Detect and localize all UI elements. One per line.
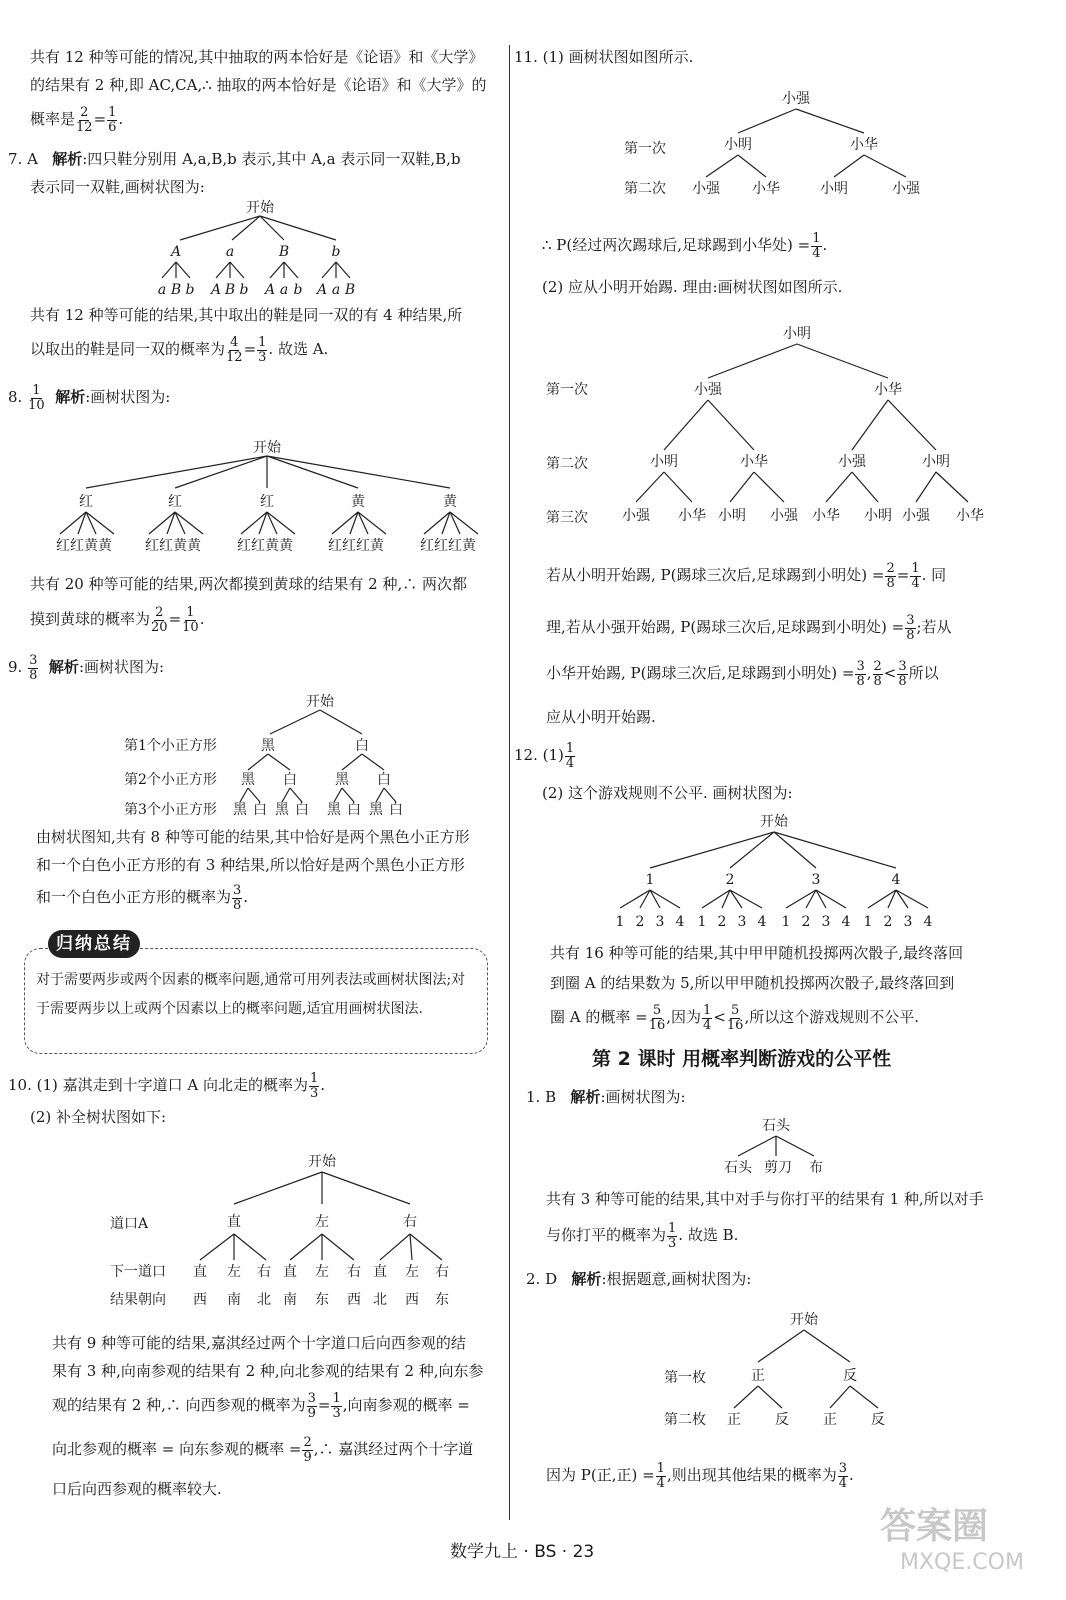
tree-node: 4: [891, 872, 901, 888]
left-column: [0, 0, 510, 1600]
analysis-label: 解析: [55, 388, 86, 407]
fraction: $\frac{2}{9}$: [303, 1435, 312, 1465]
tree-node: b: [185, 282, 195, 298]
tree-node: 左: [405, 1264, 419, 1280]
tree-diagram-q11-first: [512, 85, 1066, 205]
tree-node: 小华: [752, 181, 780, 197]
tree-node: 2: [635, 914, 645, 930]
tree-node: 黑: [335, 772, 349, 788]
tree-node: 右: [435, 1264, 449, 1280]
tree-node: 红红红黄: [420, 538, 476, 554]
tree-node: 左: [315, 1214, 329, 1230]
tree-node: b: [293, 282, 303, 298]
tree-node: 3: [903, 914, 913, 930]
tree-node: 开始: [760, 814, 788, 830]
text-line: 概率是 $\frac{2}{12}$ = $\frac{1}{6}$ .: [30, 105, 124, 135]
text-line: 观的结果有 2 种,∴ 向西参观的概率为 $\frac{3}{9}$ = $\frac{1}{3}$ ,向南参观的概率 =: [52, 1391, 470, 1421]
fraction: $\frac{2}{8}$: [873, 659, 882, 689]
text-line: 的结果有 2 种,即 AC,CA,∴ 抽取的两本恰好是《论语》和《大学》的: [30, 76, 487, 94]
text-line: 共有 20 种等可能的结果,两次都摸到黄球的结果有 2 种,∴ 两次都: [30, 575, 468, 593]
tree-node: 黑: [275, 802, 289, 818]
row-label: 第二次: [546, 456, 588, 472]
text-span: :四只鞋分别用 A,a,B,b 表示,其中 A,a 表示同一双鞋,B,b: [82, 150, 461, 168]
text-span: 与你打平的概率为: [546, 1226, 667, 1245]
fraction: $\frac{1}{3}$: [258, 335, 267, 365]
tree-node: 红红红黄: [328, 538, 384, 554]
tree-node: 反: [775, 1412, 789, 1428]
tree-node: 反: [843, 1368, 857, 1384]
tree-node: 小华: [850, 137, 878, 153]
tree-node: 黑: [327, 802, 341, 818]
tree-node: 左: [227, 1264, 241, 1280]
tree-node: 直: [283, 1264, 297, 1280]
tree-node: 3: [821, 914, 831, 930]
tree-node: 1: [615, 914, 625, 930]
tree-node: 红: [168, 494, 182, 510]
fraction: $\frac{1}{4}$: [812, 231, 821, 261]
tree-diagram-q11-second: [512, 320, 1066, 530]
text-line: 由树状图知,共有 8 种等可能的结果,其中恰好是两个黑色小正方形: [36, 828, 470, 846]
tree-node: 黑: [241, 772, 255, 788]
tree-node: 右: [403, 1214, 417, 1230]
tree-node: 2: [717, 914, 727, 930]
question-number: 1. B: [526, 1088, 557, 1106]
tree-node: 小明: [718, 508, 746, 524]
tree-node: 小华: [956, 508, 984, 524]
text-line: 共有 12 种等可能的结果,其中取出的鞋是同一双的有 4 种结果,所: [30, 306, 463, 324]
tree-node: 红: [79, 494, 93, 510]
text-line: 口后向西参观的概率较大.: [52, 1480, 222, 1498]
tree-node: 南: [283, 1292, 297, 1308]
text-span: ,∴ 嘉淇经过两个十字道: [313, 1440, 474, 1459]
text-line: 以取出的鞋是同一双的概率为 $\frac{4}{12}$ = $\frac{1}{3}$ . 故选 A.: [30, 335, 329, 365]
tree-node: B: [224, 282, 236, 298]
analysis-label: 解析: [571, 1270, 602, 1288]
tree-node: 3: [811, 872, 821, 888]
text-span: 向北参观的概率 = 向东参观的概率 =: [52, 1440, 302, 1459]
fraction: $\frac{1}{4}$: [565, 741, 575, 771]
tree-diagram-s1: [512, 1112, 1066, 1174]
text-span: :画树状图为:: [85, 388, 171, 407]
text-line: 圈 A 的概率 = $\frac{5}{16}$ ,因为 $\frac{1}{4}$ < $\frac{5}{16}$ ,所以这个游戏规则不公平.: [550, 1003, 919, 1033]
tree-node: 小明: [783, 326, 811, 342]
row-label: 第二枚: [664, 1412, 706, 1428]
fraction: $\frac{3}{8}$: [898, 659, 907, 689]
row-label: 第1个小正方形: [124, 738, 217, 754]
question-number: 7. A: [8, 150, 38, 168]
tree-node: 直: [373, 1264, 387, 1280]
question-12: [514, 742, 576, 770]
tree-node: 布: [809, 1160, 823, 1176]
tree-node: 3: [655, 914, 665, 930]
text-span: ,向南参观的概率 =: [342, 1396, 470, 1415]
fraction: $\frac{1}{3}$: [668, 1221, 677, 1251]
tree-node: 西: [193, 1292, 207, 1308]
tree-node: a: [225, 244, 235, 260]
tree-node: 直: [227, 1214, 241, 1230]
tree-node: 右: [257, 1264, 271, 1280]
tree-node: 小强: [770, 508, 798, 524]
fraction: $\frac{2}{8}$: [886, 561, 895, 591]
fraction: $\frac{3}{8}$: [233, 883, 242, 913]
tree-node: b: [331, 244, 341, 260]
tree-node: 白: [253, 802, 267, 818]
text-line: 和一个白色小正方形的概率为 $\frac{3}{8}$ .: [36, 883, 249, 913]
section-question-1: [526, 1088, 686, 1106]
tree-node: 开始: [253, 440, 281, 456]
row-label: 结果朝向: [110, 1292, 166, 1308]
tree-node: 东: [315, 1292, 329, 1308]
tree-node: 正: [727, 1412, 741, 1428]
fraction: $\frac{1}{10}$: [182, 605, 199, 635]
tree-node: 小强: [902, 508, 930, 524]
fraction: $\frac{3}{9}$: [307, 1391, 316, 1421]
text-line: 表示同一双鞋,画树状图为:: [30, 178, 205, 196]
text-span: :画树状图为:: [78, 658, 165, 677]
question-number: 8.: [8, 388, 23, 407]
fraction: $\frac{5}{16}$: [726, 1003, 744, 1033]
text-span: ;若从: [916, 618, 952, 637]
tree-node: 2: [801, 914, 811, 930]
tree-node: 开始: [790, 1312, 818, 1328]
fraction: $\frac{4}{12}$: [226, 335, 243, 365]
tree-node: 东: [435, 1292, 449, 1308]
tree-node: 小强: [892, 181, 920, 197]
tree-node: 小华: [874, 382, 902, 398]
right-column: [512, 0, 1066, 1600]
tree-node: 小强: [782, 91, 810, 107]
text-line: 11. (1) 画树状图如图所示.: [514, 48, 694, 66]
fraction: $\frac{1}{10}$: [28, 383, 45, 413]
text-span: 10. (1) 嘉淇走到十字道口 A 向北走的概率为: [8, 1076, 309, 1095]
question-number: 2. D: [526, 1270, 558, 1288]
tree-node: 白: [355, 738, 369, 754]
tree-node: 小明: [650, 454, 678, 470]
row-label: 第二次: [624, 181, 666, 197]
tree-node: 黄: [443, 494, 457, 510]
tree-node: 小明: [922, 454, 950, 470]
tree-diagram-s2: [512, 1306, 1066, 1430]
tree-node: 左: [315, 1264, 329, 1280]
text-span: 和一个白色小正方形的概率为: [36, 888, 232, 907]
text-line: (2) 补全树状图如下:: [30, 1108, 167, 1126]
tree-node: a: [279, 282, 289, 298]
text-line: 若从小明开始踢, P(踢球三次后,足球踢到小明处) = $\frac{2}{8}$ = $\frac{1}{4}$ . 同: [546, 561, 947, 591]
text-line: 共有 16 种等可能的结果,其中甲甲随机投掷两次骰子,最终落回: [550, 944, 964, 962]
section-question-2: [526, 1270, 751, 1288]
tree-node: 红红黄黄: [56, 538, 112, 554]
analysis-label: 解析: [570, 1088, 601, 1106]
row-label: 道口A: [110, 1216, 149, 1232]
tree-node: 4: [675, 914, 685, 930]
tree-node: a: [157, 282, 167, 298]
tree-node: 1: [863, 914, 873, 930]
row-label: 第一次: [624, 141, 666, 157]
tree-node: 白: [295, 802, 309, 818]
tree-node: 西: [405, 1292, 419, 1308]
text-span: 小华开始踢, P(踢球三次后,足球踢到小明处) =: [546, 664, 855, 683]
text-span: 若从小明开始踢, P(踢球三次后,足球踢到小明处) =: [546, 566, 885, 585]
text-span: . 故选 A.: [268, 340, 329, 359]
tree-node: 白: [283, 772, 297, 788]
tree-diagram-q9: [0, 690, 510, 820]
tree-node: 白: [377, 772, 391, 788]
summary-text: 对于需要两步或两个因素的概率问题,通常可用列表法或画树状图法;对于需要两步以上或两个因素以上的概率问题,适宜用画树状图法.: [36, 972, 466, 1017]
fraction: $\frac{3}{4}$: [838, 1461, 848, 1491]
tree-node: 黑: [369, 802, 383, 818]
tree-node: 白: [389, 802, 403, 818]
tree-node: 小强: [622, 508, 650, 524]
row-label: 第三次: [546, 510, 588, 526]
tree-node: 黑: [261, 738, 275, 754]
text-span: . 故选 B.: [678, 1226, 739, 1245]
watermark-logo: 答案圈: [880, 1506, 989, 1547]
tree-node: 白: [347, 802, 361, 818]
tree-node: 2: [883, 914, 893, 930]
tree-node: 石头: [762, 1118, 790, 1134]
text-span: 所以: [908, 664, 939, 683]
tree-node: b: [239, 282, 249, 298]
text-line: 小华开始踢, P(踢球三次后,足球踢到小明处) = $\frac{3}{8}$ , $\frac{2}{8}$ < $\frac{3}{8}$ 所以: [546, 659, 939, 689]
fraction: $\frac{1}{6}$: [108, 105, 117, 135]
fraction: $\frac{1}{3}$: [332, 1391, 341, 1421]
tree-node: 红红黄黄: [145, 538, 201, 554]
tree-node: 4: [757, 914, 767, 930]
tree-node: a: [331, 282, 341, 298]
tree-node: 1: [645, 872, 655, 888]
tree-node: 小强: [694, 382, 722, 398]
tree-node: 正: [751, 1368, 765, 1384]
text-line: 共有 3 种等可能的结果,其中对手与你打平的结果有 1 种,所以对手: [546, 1190, 984, 1208]
text-line: [52, 1436, 473, 1464]
tree-node: A: [264, 282, 276, 298]
text-line: 摸到黄球的概率为 $\frac{2}{20}$ = $\frac{1}{10}$ .: [30, 605, 205, 635]
text-span: 观的结果有 2 种,∴ 向西参观的概率为: [52, 1396, 306, 1415]
tree-node: 小明: [820, 181, 848, 197]
tree-node: B: [170, 282, 182, 298]
tree-node: B: [278, 244, 290, 260]
tree-node: 小明: [724, 137, 752, 153]
text-line: 和一个白色小正方形的有 3 种结果,所以恰好是两个黑色小正方形: [36, 856, 465, 874]
tree-node: 红红黄黄: [237, 538, 293, 554]
fraction: $\frac{3}{8}$: [906, 613, 915, 643]
tree-node: 小明: [864, 508, 892, 524]
row-label: 第2个小正方形: [124, 772, 217, 788]
tree-node: 小强: [692, 181, 720, 197]
text-span: . 同: [921, 566, 947, 585]
tree-node: B: [344, 282, 356, 298]
tree-diagram-q8: [0, 438, 510, 558]
row-label: 第3个小正方形: [124, 802, 217, 818]
text-span: 12. (1): [514, 746, 564, 765]
text-span: 摸到黄球的概率为: [30, 610, 151, 629]
question-10: 10. (1) 嘉淇走到十字道口 A 向北走的概率为 $\frac{1}{3}$ .: [8, 1071, 326, 1101]
text-span: ∴ P(经过两次踢球后,足球踢到小华处) =: [542, 236, 811, 255]
text-span: 因为 P(正,正) =: [546, 1466, 655, 1485]
question-9: [8, 654, 164, 682]
question-8: [8, 384, 170, 412]
text-line: 因为 P(正,正) = $\frac{1}{4}$ ,则出现其他结果的概率为 $\frac{3}{4}$ .: [546, 1461, 854, 1491]
text-line: 共有 12 种等可能的情况,其中抽取的两本恰好是《论语》和《大学》: [30, 48, 484, 66]
tree-node: A: [316, 282, 328, 298]
text-span: ,因为: [666, 1008, 702, 1027]
text-span: :画树状图为:: [600, 1088, 686, 1106]
tree-node: 开始: [306, 694, 334, 710]
tree-node: 黑: [233, 802, 247, 818]
tree-node: 剪刀: [764, 1160, 792, 1176]
tree-node: 小强: [838, 454, 866, 470]
tree-node: 3: [737, 914, 747, 930]
text-line: 应从小明开始踢.: [546, 708, 656, 726]
text-span: ,则出现其他结果的概率为: [666, 1466, 837, 1485]
fraction: $\frac{3}{8}$: [856, 659, 865, 689]
text-span: 以取出的鞋是同一双的概率为: [30, 340, 226, 359]
row-label: 下一道口: [110, 1264, 166, 1280]
text-line: [546, 1222, 738, 1250]
tree-node: 反: [871, 1412, 885, 1428]
tree-diagram-q10: [0, 1150, 510, 1310]
tree-node: 石头: [724, 1160, 752, 1176]
text-line: 共有 9 种等可能的结果,嘉淇经过两个十字道口后向西参观的结: [52, 1334, 466, 1352]
tree-node: 北: [373, 1292, 387, 1308]
row-label: 第一次: [546, 382, 588, 398]
tree-node: 红: [260, 494, 274, 510]
text-span: 概率是: [30, 110, 76, 129]
tree-node: 右: [347, 1264, 361, 1280]
analysis-label: 解析: [52, 150, 83, 168]
text-line: [546, 614, 952, 642]
tree-node: 南: [227, 1292, 241, 1308]
watermark-url: MXQE.COM: [900, 1550, 1024, 1575]
tree-node: A: [210, 282, 222, 298]
tree-node: 1: [697, 914, 707, 930]
section-title: 第 2 课时 用概率判断游戏的公平性: [592, 1048, 892, 1070]
fraction: $\frac{3}{8}$: [29, 653, 38, 683]
fraction: $\frac{2}{20}$: [151, 605, 168, 635]
tree-node: 2: [725, 872, 735, 888]
tree-node: 黄: [351, 494, 365, 510]
tree-node: 西: [347, 1292, 361, 1308]
text-line: 到圈 A 的结果数为 5,所以甲甲随机投掷两次骰子,最终落回到: [550, 974, 955, 992]
tree-node: 小华: [740, 454, 768, 470]
fraction: $\frac{1}{4}$: [656, 1461, 665, 1491]
text-line: (2) 这个游戏规则不公平. 画树状图为:: [542, 784, 793, 802]
tree-diagram-q7: [0, 198, 510, 298]
text-span: ,所以这个游戏规则不公平.: [744, 1008, 919, 1027]
tree-diagram-q12: [512, 808, 1066, 938]
fraction: $\frac{1}{3}$: [310, 1071, 319, 1101]
tree-node: 小华: [812, 508, 840, 524]
fraction: $\frac{1}{4}$: [703, 1003, 712, 1033]
fraction: $\frac{2}{12}$: [76, 105, 93, 135]
tree-node: 直: [193, 1264, 207, 1280]
text-span: 理,若从小强开始踢, P(踢球三次后,足球踢到小明处) =: [546, 618, 905, 637]
question-number: 9.: [8, 658, 23, 677]
text-span: 圈 A 的概率 =: [550, 1008, 648, 1027]
tree-node: 小华: [678, 508, 706, 524]
row-label: 第一枚: [664, 1370, 706, 1386]
text-line: (2) 应从小明开始踢. 理由:画树状图如图所示.: [542, 278, 843, 296]
analysis-label: 解析: [48, 658, 79, 677]
tree-node: 4: [841, 914, 851, 930]
text-line: 果有 3 种,向南参观的结果有 2 种,向北参观的结果有 2 种,向东参: [52, 1362, 484, 1380]
text-span: :根据题意,画树状图为:: [601, 1270, 752, 1288]
text-line: ∴ P(经过两次踢球后,足球踢到小华处) = $\frac{1}{4}$ .: [542, 231, 828, 261]
tree-node: 北: [257, 1292, 271, 1308]
fraction: $\frac{1}{4}$: [911, 561, 920, 591]
tree-node: 开始: [308, 1154, 336, 1170]
summary-title: 归纳总结: [48, 930, 140, 958]
tree-node: 4: [923, 914, 933, 930]
fraction: $\frac{5}{16}$: [648, 1003, 666, 1033]
tree-node: 开始: [246, 200, 274, 216]
tree-node: 正: [823, 1412, 837, 1428]
question-7: [8, 150, 461, 168]
page-footer: 数学九上 · BS · 23: [450, 1542, 595, 1562]
tree-node: 1: [781, 914, 791, 930]
tree-node: A: [170, 244, 182, 260]
